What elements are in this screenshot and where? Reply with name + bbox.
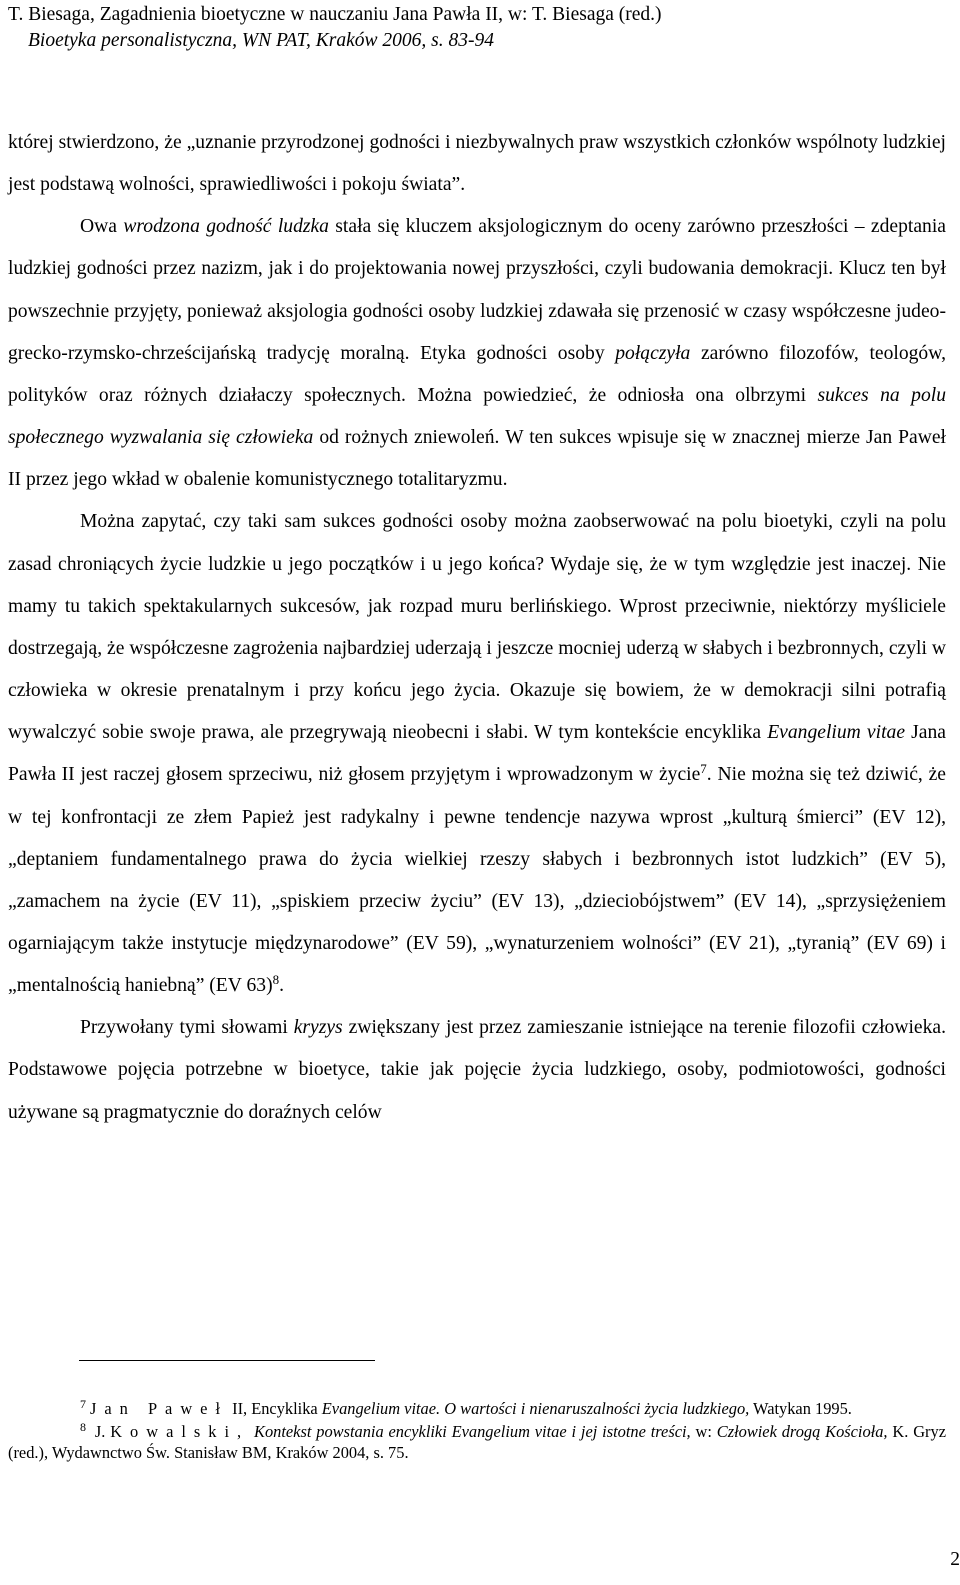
footnote-ref-7[interactable]: 7 [700,761,707,777]
footnote-7-author: Jan Paweł [90,1399,229,1418]
footnotes [8,1398,946,1463]
page-header [8,2,948,54]
page-number: 2 [950,1549,960,1570]
footnote-7-text: Watykan 1995. [749,1399,852,1418]
footnote-7 [8,1398,946,1419]
footnote-8-text: K. Gryz (red.), Wydawnctwo Św. Stanisław BM, Kraków 2004, s. 75. [8,1422,946,1462]
footnote-8-author: Kowalski, [110,1422,250,1441]
footnote-8 [8,1421,946,1463]
paragraph-2-text: Owa [80,216,124,238]
header-citation-line1: T. Biesaga, Zagadnienia bioetyczne w nauczaniu Jana Pawła II, w: T. Biesaga (red.) [8,4,662,25]
footnote-8-text: w: [690,1422,717,1441]
paragraph-2-emphasis: wrodzona godność ludzka [123,216,329,238]
paragraph-2 [8,206,946,501]
footnote-ref-8[interactable]: 8 [272,972,280,988]
footnote-separator [79,1360,375,1361]
paragraph-3 [8,501,946,1007]
paragraph-2-emphasis: sukces na polu społecznego wyzwalania się człowieka [8,384,946,449]
footnote-8-title: Człowiek drogą Kościoła, [716,1422,888,1441]
paragraph-4-text: zwiększany jest przez zamieszanie istniejące na terenie filozofii człowieka. Podstawowe pojęcia potrzebne w bioetyce, takie jak pojęcie życia ludzkiego, osoby, podmiotowości, godności używane są pragmatycznie do doraźnych celów [8,1017,946,1123]
paragraph-4-text: Przywołany tymi słowami [80,1017,294,1039]
paragraph-4-emphasis: kryzys [293,1017,343,1039]
paragraph-3-text: Jana Pawła II jest raczej głosem sprzeciwu, niż głosem przyjętym i wprowadzonym w życie [8,722,946,786]
paragraph-3-emphasis: Evangelium vitae [767,722,906,744]
paragraph-3-text: . [279,975,284,997]
main-text [8,122,946,1134]
footnote-8-text: J. [90,1422,111,1441]
paragraph-3-text: Można zapytać, czy taki sam sukces godności osoby można zaobserwować na polu bioetyki, czyli na polu zasad chroniących życie ludzkie u jego początków i u jego końca? Wydaje się, że w tym względzie jest inaczej. Nie mamy tu takich spektakularnych sukcesów, jak rozpad muru berlińskiego. Wprost przeciwnie, niektórzy myśliciele dostrzegają, że współczesne zagrożenia najbardziej uderzają i jeszcze mocniej uderzą w słabych i bezbronnych, czyli w człowieka w okresie prenatalnym i przy końcu jego życia. Okazuje się bowiem, że w demokracji silni potrafią wywalczyć sobie swoje prawa, ale przegrywają nieobecni i słabi. W tym kontekście encyklika [8,511,946,744]
footnote-7-title: Evangelium vitae. O wartości i nienaruszalności życia ludzkiego, [321,1399,750,1418]
paragraph-2-emphasis: połączyła [615,342,691,364]
footnote-7-text: II, Encyklika [228,1399,322,1418]
paragraph-2-text: zarówno filozofów, teologów, polityków oraz różnych działaczy społecznych. Można powiedzieć, że odniosła ona olbrzymi [8,342,946,406]
header-citation-line2: Bioetyka personalistyczna, WN PAT, Kraków 2006, s. 83-94 [28,30,494,51]
paragraph-2-text: stała się kluczem aksjologicznym do oceny zarówno przeszłości – zdeptania ludzkiej godności przez nazizm, jak i do projektowania nowej przyszłości, czyli budowania demokracji. Klucz ten był powszechnie przyjęty, ponieważ aksjologia godności osoby ludzkiej zdawała się przenosić w czasy współczesne judeo-grecko-rzymsko-chrześcijańską tradycję moralną. Etyka godności osoby [8,216,946,364]
paragraph-4 [8,1007,946,1133]
paragraph-3-text: . Nie można się też dziwić, że w tej konfrontacji ze złem Papież jest radykalny i pewne tendencje nazywa wprost „kulturą śmierci” (EV 12), „deptaniem fundamentalnego prawa do życia wielkiej rzeszy słabych i bezbronnych istot ludzkich” (EV 5), „zamachem na życie (EV 11), „spiskiem przeciw życiu” (EV 13), „dzieciobójstwem” (EV 14), „sprzysiężeniem ogarniającym także instytucje międzynarodowe” (EV 59), „wynaturzeniem wolności” (EV 21), „tyranią” (EV 69) i „mentalnością haniebną” (EV 63) [8,764,946,997]
paragraph-1: której stwierdzono, że „uznanie przyrodzonej godności i niezbywalnych praw wszystkich członków wspólnoty ludzkiej jest podstawą wolności, sprawiedliwości i pokoju świata”. [8,132,946,196]
footnote-8-title: Kontekst powstania encykliki Evangelium vitae i jej istotne treści, [254,1422,691,1441]
footnote-8-mark: 8 [80,1420,86,1434]
footnote-7-mark: 7 [80,1397,86,1411]
paragraph-2-text: od rożnych zniewoleń. W ten sukces wpisuje się w znacznej mierze Jan Paweł II przez jego wkład w obalenie komunistycznego totalitaryzmu. [8,427,947,491]
